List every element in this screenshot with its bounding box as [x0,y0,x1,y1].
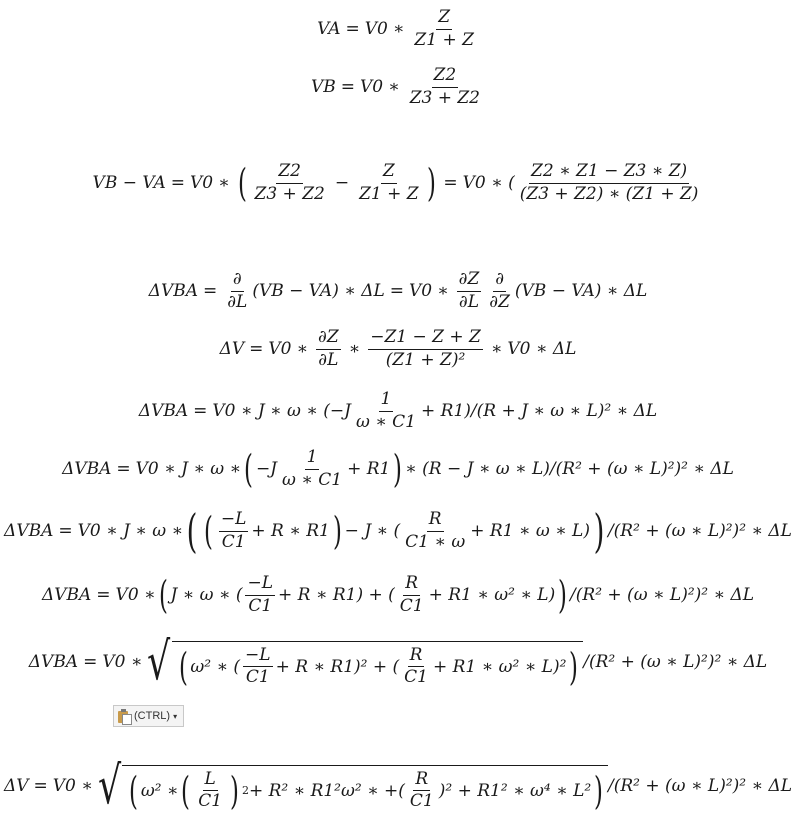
equation-va: VA = V0 ∗ $\frac{Z}{Z1 + Z}$ [317,7,474,50]
equation-delta-vba-3: ΔVBA = V0 ∗ J ∗ ω ∗ ( ( $\frac{-L}{C1}$ + R ∗ R1 ) − J ∗ ( $\frac{R}{C1 ∗ \omega}$ + R1 ∗ ω ∗ L) ) /(R² + (ω ∗ L)²)² ∗ ΔL [4,504,792,558]
equation-delta-vba-2: ΔVBA = V0 ∗ J ∗ ω ∗ ( −J $\frac{1}{\omega ∗ C1}$ + R1 ) ∗ (R − J ∗ ω ∗ L)/(R² + (ω ∗ L)²)² ∗ ΔL [62,447,734,492]
paste-options-label: (CTRL) [134,710,171,722]
square-root-final: √ ( ω² ∗ ( $\frac{L}{C1}$ ) 2 + R² ∗ R1²ω² ∗ +( $\frac{R}{C1}$ )² + R1² ∗ ω⁴ ∗ L² ) [93,760,608,812]
equation-delta-vba-magnitude: ΔVBA = V0 ∗ √ ( ω² ∗ ( $\frac{-L}{C1}$ + R ∗ R1)² + ( $\frac{R}{C1}$ + R1 ∗ ω² ∗ L)² ) /(R² + (ω ∗ L)²)² ∗ ΔL [28,632,768,692]
equation-delta-vba-derivative: ΔVBA = $\frac{\partial}{\partial L}$ (VB − VA) ∗ ΔL = V0 ∗ $\frac{\partial Z}{\partial L}$ $\frac{\partial}{\partial Z}$ (VB − VA) ∗ ΔL [148,269,648,312]
equation-delta-vba-4: ΔVBA = V0 ∗ ( J ∗ ω ∗ ( $\frac{-L}{C1}$ + R ∗ R1) + ( $\frac{R}{C1}$ + R1 ∗ ω² ∗ L) ) /(R² + (ω ∗ L)²)² ∗ ΔL [41,573,755,618]
clipboard-icon [118,709,130,723]
equation-vb-minus-va: VB − VA = V0 ∗ ( $\frac{Z2}{Z3 + Z2}$ − $\frac{Z}{Z1 + Z}$ ) = V0 ∗ ( $\frac{Z2 ∗ Z1 - Z3 ∗ Z)}{(Z3 + Z2) ∗ (Z1 + Z)}$ [92,161,699,206]
square-root: √ ( ω² ∗ ( $\frac{-L}{C1}$ + R ∗ R1)² + ( $\frac{R}{C1}$ + R1 ∗ ω² ∗ L)² ) [142,636,583,688]
paste-options-button[interactable] [113,705,184,727]
chevron-down-icon: ▾ [173,711,178,721]
equation-delta-vba-1: ΔVBA = V0 ∗ J ∗ ω ∗ (−J $\frac{1}{\omega ∗ C1}$ + R1)/(R + J ∗ ω ∗ L)² ∗ ΔL [138,389,658,432]
equation-vb: VB = V0 ∗ $\frac{Z2}{Z3 + Z2}$ [311,65,480,108]
equation-delta-v-final: ΔV = V0 ∗ √ ( ω² ∗ ( $\frac{L}{C1}$ ) 2 + R² ∗ R1²ω² ∗ +( $\frac{R}{C1}$ )² + R1² ∗ ω⁴ ∗ L² ) /(R² + (ω ∗ L)²)² ∗ ΔL [3,756,793,816]
equation-delta-v: ΔV = V0 ∗ $\frac{\partial Z}{\partial L}$ ∗ $\frac{-Z1 - Z + Z}{\text{(Z1 + Z)²}}$ ∗ V0 ∗ ΔL [219,327,577,370]
